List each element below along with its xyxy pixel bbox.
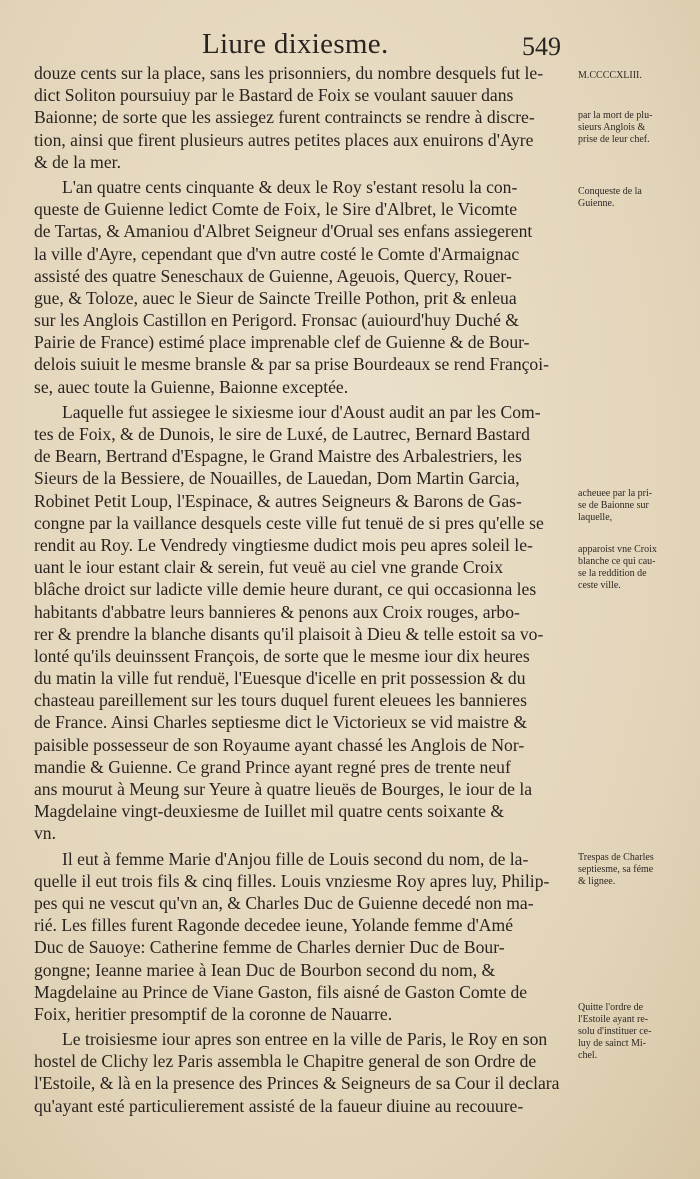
- margin-note-line: ceste ville.: [578, 580, 621, 591]
- text-line: delois suiuit le mesme bransle & par sa prise Bourdeaux se rend Françoi-: [34, 354, 549, 375]
- text-line: Pairie de France) estimé place imprenable clef de Guienne & de Bour-: [34, 332, 530, 353]
- text-line: hostel de Clichy lez Paris assembla le Chapitre general de son Ordre de: [34, 1051, 537, 1072]
- text-line: lonté qu'ils deuinssent François, de sorte que le mesme iour dix heures: [34, 645, 530, 666]
- text-line: rié. Les filles furent Ragonde decedee ieune, Yolande femme d'Amé: [34, 915, 514, 936]
- text-line: Robinet Petit Loup, l'Espinace, & autres Seigneurs & Barons de Gas-: [34, 490, 522, 511]
- text-line: gongne; Ieanne mariee à Iean Duc de Bourbon second du nom, &: [34, 959, 496, 980]
- margin-note-line: Conqueste de la: [578, 186, 642, 197]
- text-line: ans mourut à Meung sur Yeure à quatre lieuës de Bourges, le iour de la: [34, 779, 533, 799]
- margin-note-line: par la mort de plu-: [578, 110, 653, 121]
- margin-note-line: sieurs Anglois &: [578, 122, 646, 133]
- text-line: de France. Ainsi Charles septiesme dict le Victorieux se vid maistre &: [34, 712, 528, 733]
- text-line: Sieurs de la Bessiere, de Nouailles, de Lauedan, Dom Martin Garcia,: [34, 468, 520, 489]
- margin-note-line: l'Estoile ayant re-: [578, 1014, 649, 1025]
- margin-note-line: se de Baionne sur: [578, 500, 649, 511]
- text-line: Magdelaine au Prince de Viane Gaston, fils aisné de Gaston Comte de: [34, 981, 528, 1002]
- paragraph-5: [34, 1028, 570, 1117]
- text-line: queste de Guienne ledict Comte de Foix, le Sire d'Albret, le Vicomte: [34, 199, 518, 220]
- text-line: Duc de Sauoye: Catherine femme de Charles dernier Duc de Bour-: [34, 937, 505, 958]
- text-line: assisté des quatre Seneschaux de Guienne, Ageuois, Quercy, Rouer-: [34, 265, 512, 286]
- text-line: uant le iour estant clair & serein, fut veuë au ciel vne grande Croix: [34, 557, 503, 578]
- text-line: paisible possesseur de son Royaume ayant chassé les Anglois de Nor-: [34, 734, 525, 755]
- text-line: sur les Anglois Castillon en Perigord. Fronsac (auiourd'huy Duché &: [34, 310, 519, 331]
- text-line: habitants d'abbatre leurs bannieres & penons aux Croix rouges, arbo-: [34, 601, 520, 622]
- text-line: Baionne; de sorte que les assiegez furent contraincts se rendre à discre-: [34, 107, 535, 128]
- text-line: blâche droict sur ladicte ville demie heure durant, ce qui occasionna les: [34, 579, 537, 600]
- text-line: se, auec toute la Guienne, Baionne exceptée.: [34, 376, 349, 397]
- margin-note-order-estoile: [578, 1002, 694, 1062]
- margin-note-line: luy de sainct Mi-: [578, 1038, 647, 1049]
- margin-note-year: [578, 70, 694, 82]
- text-line: Magdelaine vingt-deuxiesme de Iuillet mil quatre cents soixante &: [34, 801, 505, 822]
- text-line: rendit au Roy. Le Vendredy vingtiesme dudict mois peu apres soleil le-: [34, 534, 533, 555]
- margin-note-line: blanche ce qui cau-: [578, 556, 656, 567]
- text-line: chasteau pareillement sur les tours duquel furent eleuees les bannieres: [34, 690, 527, 711]
- text-line: l'Estoile, & là en la presence des Princes & Seigneurs de sa Cour il declara: [34, 1073, 560, 1094]
- body-text: [34, 62, 570, 1117]
- margin-note-baionne: [578, 488, 694, 524]
- text-line: de Tartas, & Amaniou d'Albret Seigneur d'Orual ses enfans assiegerent: [34, 221, 533, 242]
- text-line: Laquelle fut assiegee le sixiesme iour d'Aoust audit an par les Com-: [62, 401, 541, 422]
- margin-note-conquest-guienne: [578, 186, 694, 210]
- text-line: pes qui ne vescut qu'vn an, & Charles Duc de Guienne decedé non ma-: [34, 892, 534, 913]
- margin-note-line: acheuee par la pri-: [578, 488, 653, 499]
- paragraph-1: [34, 62, 570, 173]
- margin-note-death-of-english: [578, 110, 694, 146]
- text-line: quelle il eut trois fils & cinq filles. Louis vnziesme Roy apres luy, Philip-: [34, 870, 550, 891]
- margin-note-line: & lignee.: [578, 876, 616, 887]
- text-line: Le troisiesme iour apres son entree en la ville de Paris, le Roy en son: [62, 1029, 548, 1050]
- paragraph-4: [34, 848, 570, 1026]
- text-line: & de la mer.: [34, 151, 121, 172]
- margin-note-line: apparoist vne Croix: [578, 544, 657, 555]
- text-line: congne par la vaillance desquels ceste ville fut tenuë de si pres qu'elle se: [34, 512, 544, 533]
- text-line: gue, & Toloze, auec le Sieur de Saincte Treille Pothon, prit & enleua: [34, 287, 517, 308]
- margin-note-line: Guienne.: [578, 198, 615, 209]
- running-title: Liure dixiesme.: [202, 28, 389, 60]
- text-line: dict Soliton poursuiuy par le Bastard de Foix se voulant sauuer dans: [34, 85, 514, 106]
- margin-note-line: solu d'instituer ce-: [578, 1026, 652, 1037]
- margin-note-line: septiesme, sa féme: [578, 864, 654, 875]
- margin-note-line: Quitte l'ordre de: [578, 1002, 644, 1013]
- text-line: vn.: [34, 823, 56, 844]
- margin-note-white-cross: [578, 544, 694, 592]
- margin-note-line: Trespas de Charles: [578, 852, 654, 863]
- text-line: Il eut à femme Marie d'Anjou fille de Louis second du nom, de la-: [62, 848, 529, 869]
- page-number: 549: [522, 32, 561, 61]
- text-line: la ville d'Ayre, cependant que d'vn autre costé le Comte d'Armaignac: [34, 243, 520, 264]
- text-line: rer & prendre la blanche disants qu'il plaisoit à Dieu & telle estoit sa vo-: [34, 623, 544, 644]
- text-line: douze cents sur la place, sans les prisonniers, du nombre desquels fut le-: [34, 63, 544, 83]
- margin-note-line: prise de leur chef.: [578, 134, 650, 145]
- text-line: mandie & Guienne. Ce grand Prince ayant regné pres de trente neuf: [34, 756, 511, 777]
- text-line: tes de Foix, & de Dunois, le sire de Luxé, de Lautrec, Bernard Bastard: [34, 424, 530, 444]
- text-line: Foix, heritier presomptif de la coronne de Nauarre.: [34, 1003, 393, 1024]
- margin-note-line: laquelle,: [578, 512, 613, 523]
- text-line: L'an quatre cents cinquante & deux le Roy s'estant resolu la con-: [62, 176, 518, 197]
- margin-note-death-charles: [578, 852, 694, 888]
- margin-note-line: se la reddition de: [578, 568, 647, 579]
- text-line: qu'ayant esté particulierement assisté de la faueur diuine au recouure-: [34, 1095, 524, 1116]
- text-line: du matin la ville fut renduë, l'Euesque d'icelle en prit possession & du: [34, 668, 526, 689]
- paragraph-3: [34, 401, 570, 845]
- margin-note-line: M.CCCCXLIII.: [578, 70, 642, 81]
- margin-note-line: chel.: [578, 1050, 598, 1061]
- paragraph-2: [34, 176, 570, 398]
- text-line: tion, ainsi que firent plusieurs autres petites places aux enuirons d'Ayre: [34, 129, 534, 150]
- text-line: de Bearn, Bertrand d'Espagne, le Grand Maistre des Arbalestriers, les: [34, 446, 522, 467]
